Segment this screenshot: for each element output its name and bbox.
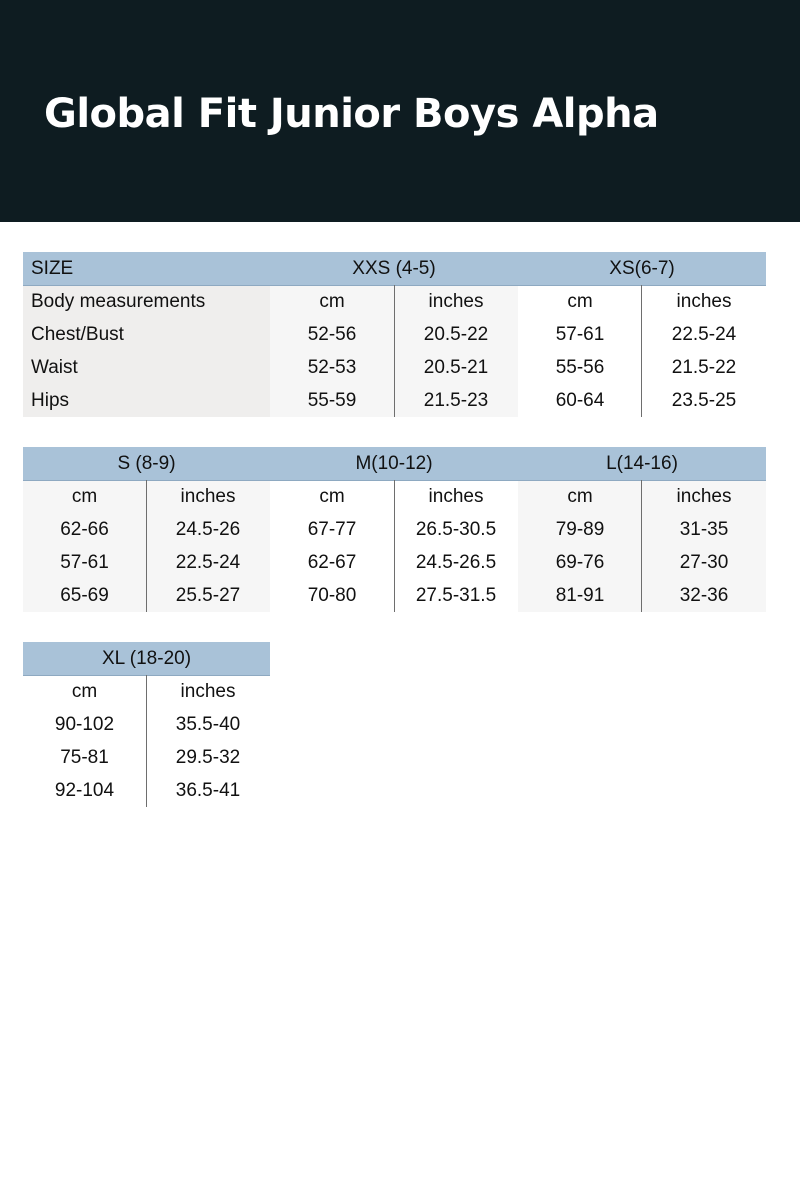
table-cell: 25.5-27 — [175, 585, 241, 606]
table-cell: 52-56 — [307, 324, 357, 345]
table-cell: 62-66 — [60, 519, 109, 540]
table-cell: 57-61 — [555, 324, 605, 345]
column-divider — [641, 480, 642, 612]
table-cell: 22.5-24 — [671, 324, 737, 345]
size-table-xl — [23, 642, 270, 807]
unit-header: inches — [180, 681, 236, 702]
table-cell: 20.5-22 — [423, 324, 489, 345]
table-cell: 92-104 — [54, 780, 115, 801]
size-label: SIZE — [31, 258, 74, 279]
column-divider — [641, 285, 642, 417]
row-label: Hips — [31, 390, 70, 411]
column-divider — [394, 480, 395, 612]
table-cell: 52-53 — [307, 357, 357, 378]
unit-header: inches — [428, 291, 484, 312]
table-cell: 55-56 — [555, 357, 605, 378]
table-cell: 75-81 — [60, 747, 109, 768]
column-divider — [146, 675, 147, 807]
row-label: Chest/Bust — [31, 324, 124, 345]
page-header — [0, 0, 800, 222]
table-cell: 65-69 — [60, 585, 109, 606]
table-cell: 60-64 — [555, 390, 605, 411]
table-cell: 36.5-41 — [175, 780, 241, 801]
size-table-s-m-l — [23, 447, 766, 612]
table-cell: 27.5-31.5 — [415, 585, 497, 606]
table-cell: 57-61 — [60, 552, 109, 573]
unit-header: inches — [428, 486, 484, 507]
unit-header: inches — [676, 486, 732, 507]
size-header: XXS (4-5) — [352, 258, 436, 279]
table-cell: 27-30 — [679, 552, 729, 573]
size-header: L(14-16) — [606, 453, 678, 474]
table-cell: 32-36 — [679, 585, 729, 606]
table-cell: 24.5-26 — [175, 519, 241, 540]
unit-header: cm — [71, 681, 98, 702]
table-cell: 70-80 — [307, 585, 357, 606]
size-header: XS(6-7) — [609, 258, 675, 279]
unit-header: cm — [71, 486, 98, 507]
table-cell: 55-59 — [307, 390, 357, 411]
size-table-xxs-xs — [23, 252, 766, 417]
table-cell: 26.5-30.5 — [415, 519, 497, 540]
table-cell: 62-67 — [307, 552, 357, 573]
table-cell: 24.5-26.5 — [415, 552, 497, 573]
table-cell: 69-76 — [555, 552, 605, 573]
unit-header: cm — [567, 291, 593, 312]
page-title: Global Fit Junior Boys Alpha — [44, 91, 659, 137]
table-cell: 21.5-22 — [671, 357, 737, 378]
unit-header: cm — [319, 486, 345, 507]
table-cell: 22.5-24 — [175, 552, 241, 573]
table-cell: 29.5-32 — [175, 747, 241, 768]
unit-header: cm — [567, 486, 593, 507]
table-cell: 67-77 — [307, 519, 357, 540]
table-cell: 90-102 — [54, 714, 115, 735]
table-cell: 81-91 — [555, 585, 605, 606]
size-header: M(10-12) — [355, 453, 433, 474]
row-header-title: Body measurements — [31, 291, 206, 312]
column-divider — [146, 480, 147, 612]
size-header: S (8-9) — [117, 453, 176, 474]
size-header: XL (18-20) — [101, 648, 192, 669]
row-label: Waist — [31, 357, 78, 378]
table-cell: 35.5-40 — [175, 714, 241, 735]
unit-header: inches — [676, 291, 732, 312]
column-divider — [394, 285, 395, 417]
table-cell: 79-89 — [555, 519, 605, 540]
table-cell: 31-35 — [679, 519, 729, 540]
table-cell: 23.5-25 — [671, 390, 737, 411]
unit-header: cm — [319, 291, 345, 312]
unit-header: inches — [180, 486, 236, 507]
table-cell: 21.5-23 — [423, 390, 489, 411]
table-cell: 20.5-21 — [423, 357, 489, 378]
